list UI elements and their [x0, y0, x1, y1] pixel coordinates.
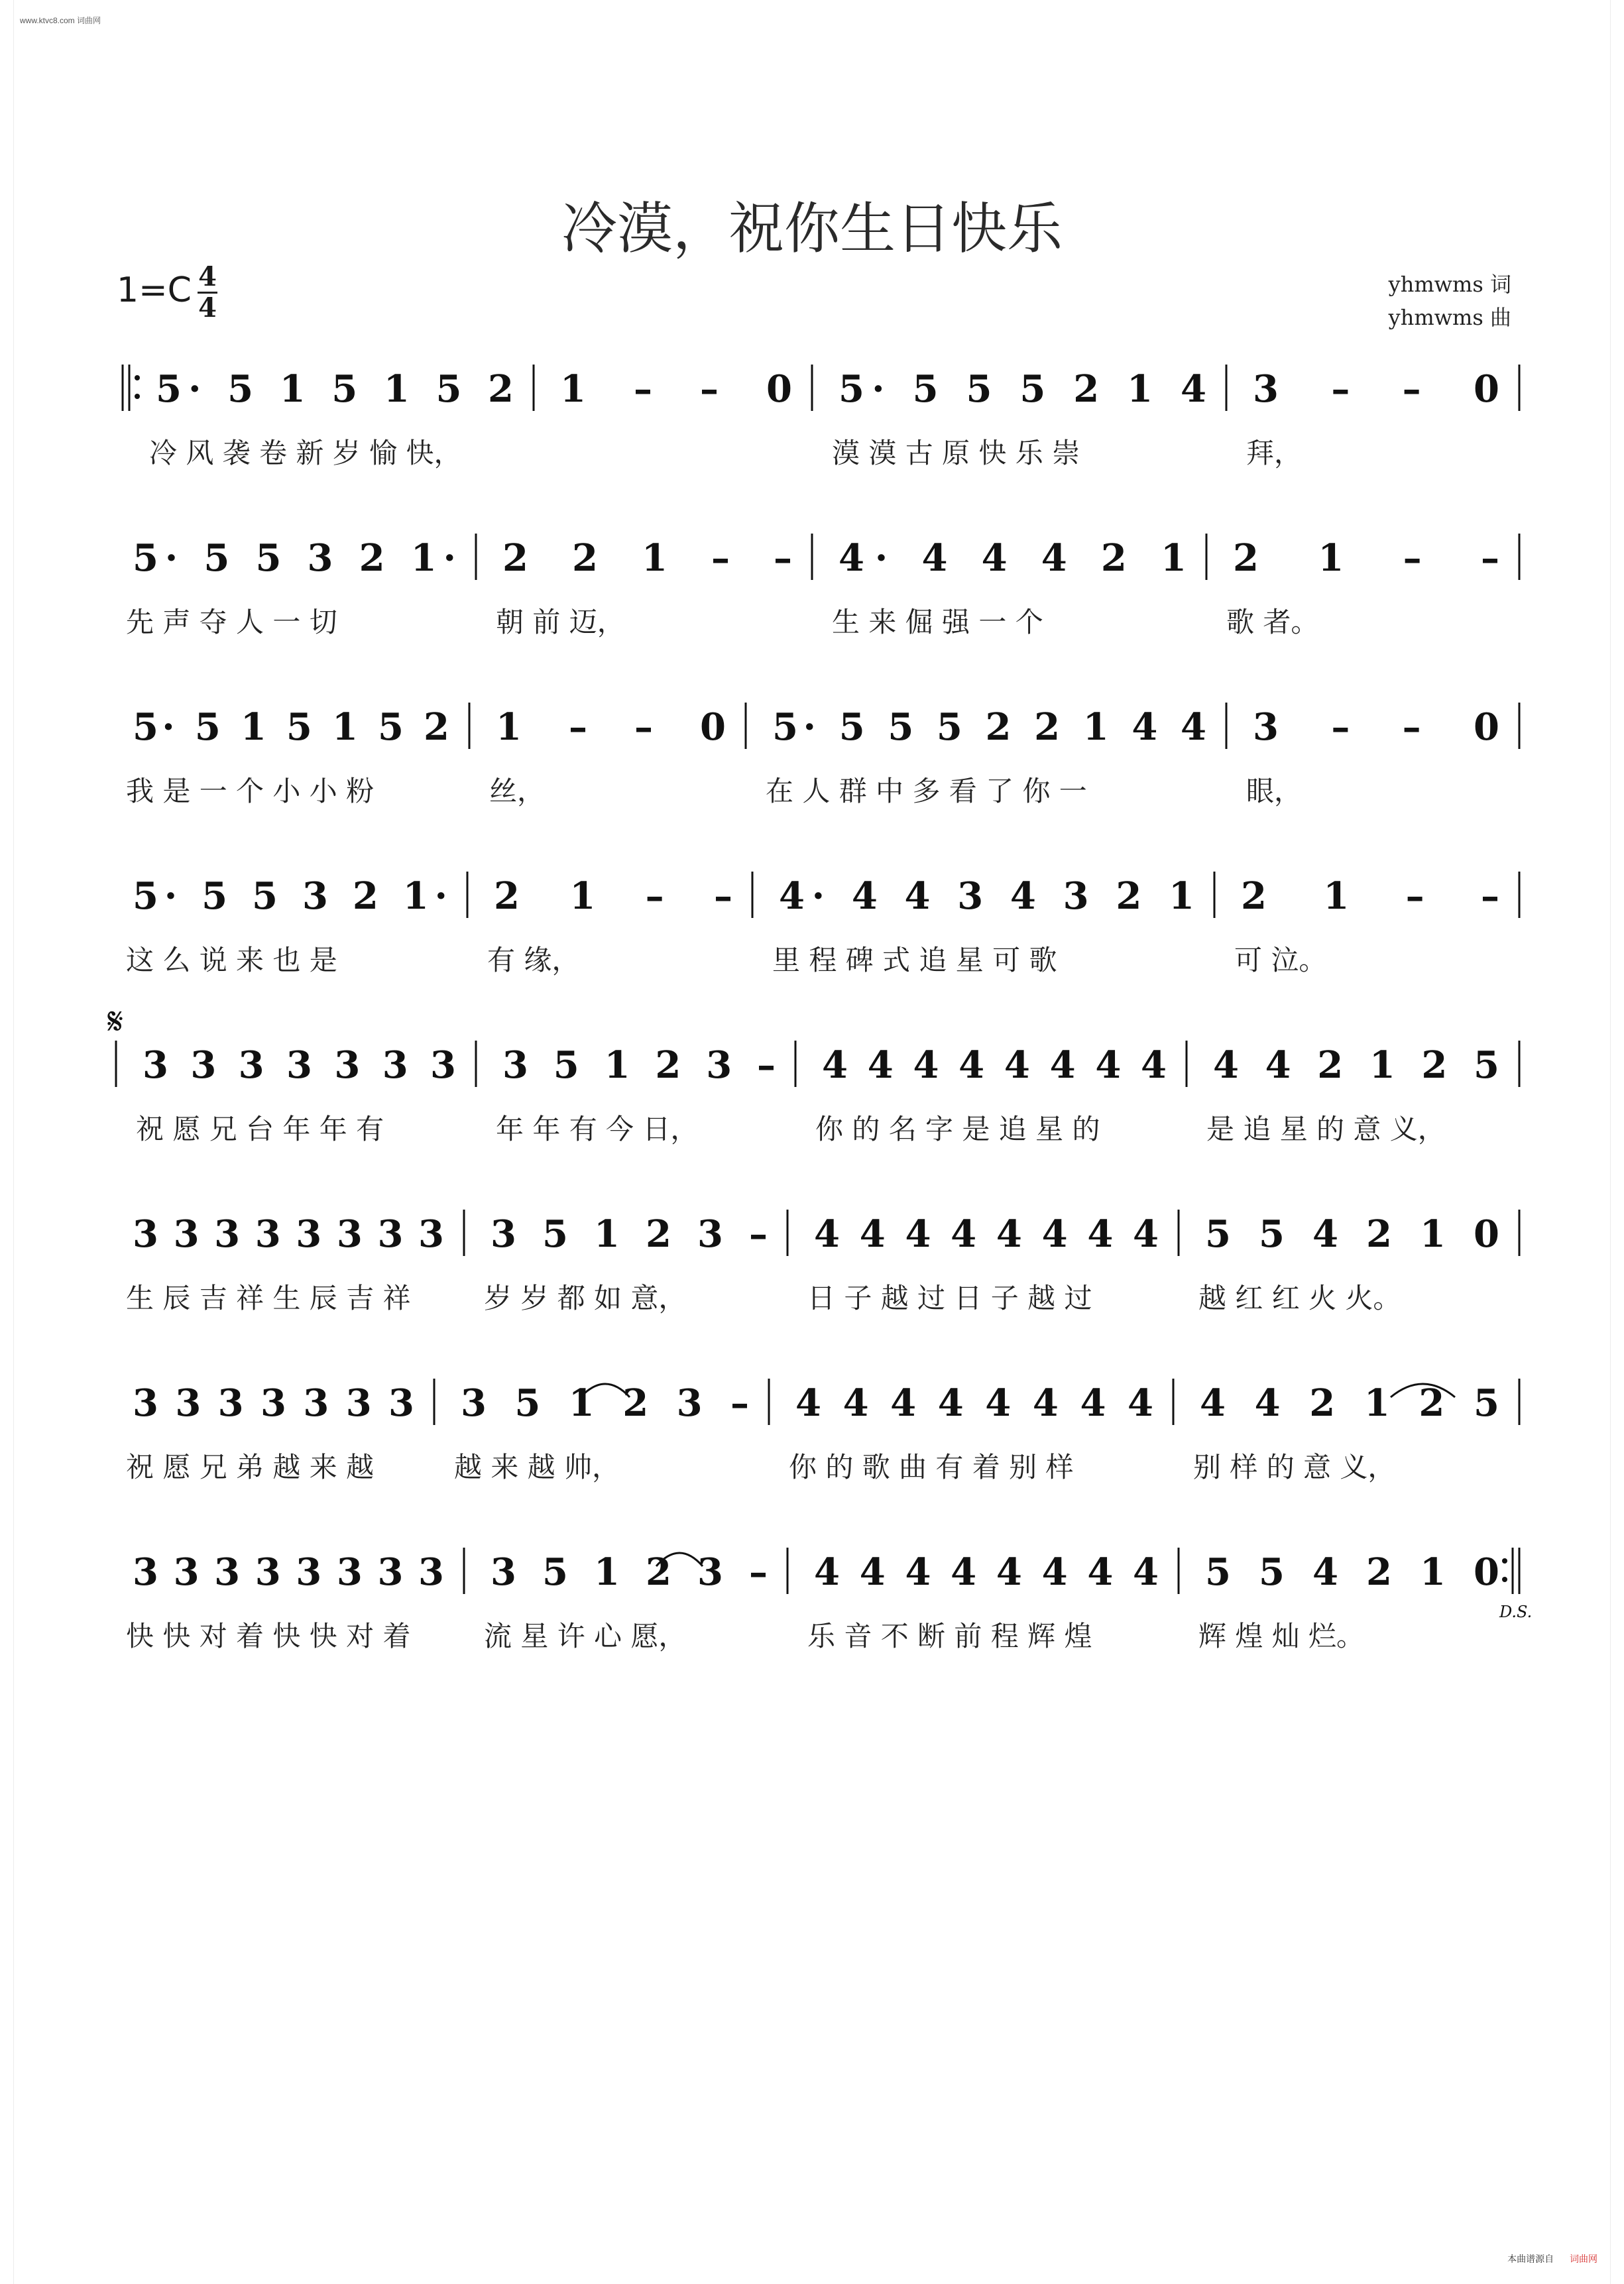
- measure-notes: 3 – – 0: [1253, 367, 1499, 411]
- measure-lyrics: 别 样 的 意 义，: [1193, 1451, 1396, 1483]
- measure: [766, 705, 1206, 807]
- measure-lyrics: 流 星 许 心 愿，: [484, 1620, 687, 1652]
- measure-lyrics: 漠 漠 古 原 快 乐 崇: [832, 437, 1080, 469]
- measure: [484, 1212, 768, 1314]
- measure: [807, 1212, 1159, 1314]
- measure-lyrics: 在 人 群 中 多 看 了 你 一: [766, 775, 1087, 807]
- measure-notes: 4 4 4 4 4 4 4 4: [795, 1381, 1153, 1425]
- measure-notes: 2 1 – –: [1233, 536, 1499, 580]
- measure-notes: 3 5 1 2 3 –: [502, 1043, 776, 1087]
- measure-lyrics: 是 追 星 的 意 义，: [1206, 1113, 1446, 1145]
- song-title: 冷漠，祝你生日快乐: [561, 196, 1063, 261]
- measure-notes: 5 5 4 2 1 0: [1205, 1550, 1499, 1594]
- measure: [484, 1550, 768, 1652]
- footer-brand: 词曲网: [1570, 2254, 1597, 2264]
- lyricist-credit: yhmwms 词: [1388, 272, 1511, 297]
- measure-notes: 4· 4 4 4 2 1: [839, 536, 1187, 580]
- ds-mark: D.S.: [1499, 1603, 1533, 1621]
- measure-lyrics: 越 来 越 帅，: [454, 1451, 620, 1483]
- measure-notes: 5· 5 5 3 2 1·: [133, 874, 447, 918]
- measure-notes: 3 3 3 3 3 3 3 3: [133, 1550, 444, 1594]
- measure: [149, 367, 514, 469]
- measure-lyrics: 你 的 名 字 是 追 星 的: [815, 1113, 1100, 1145]
- measure-lyrics: 朝 前 迈，: [496, 606, 625, 638]
- measure-notes: 4 4 4 4 4 4 4 4: [814, 1212, 1159, 1256]
- measure-notes: 5· 5 1 5 1 5 2: [156, 367, 514, 411]
- measure-lyrics: 生 来 倔 强 一 个: [832, 606, 1043, 638]
- measure-notes: 4 4 2 1 2 5: [1200, 1381, 1499, 1425]
- measure-notes: 5· 5 5 5 2 1 4: [839, 367, 1206, 411]
- repeat-dot: [1502, 1558, 1507, 1564]
- measure: [136, 1043, 456, 1145]
- measure-lyrics: 这 么 说 来 也 是: [126, 944, 337, 976]
- measure-lyrics: 冷 风 袭 卷 新 岁 愉 快，: [149, 437, 462, 469]
- measure-lyrics: 里 程 碑 式 追 星 可 歌: [772, 944, 1057, 976]
- measure-lyrics: 祝 愿 兄 台 年 年 有: [136, 1113, 384, 1145]
- measure: [815, 1043, 1167, 1145]
- measure: [1206, 1043, 1499, 1145]
- key-signature: 1=C: [117, 270, 192, 310]
- measure-lyrics: 有 缘，: [487, 944, 580, 976]
- measure: [1198, 1550, 1499, 1652]
- measure-notes: 3 5 1 2 3 –: [461, 1381, 749, 1425]
- measure-lyrics: 岁 岁 都 如 意，: [484, 1282, 687, 1314]
- measure-lyrics: 拜，: [1246, 437, 1303, 469]
- measure-lyrics: 越 红 红 火 火。: [1198, 1282, 1401, 1314]
- measure: [560, 367, 792, 411]
- measure-notes: 2 1 – –: [1241, 874, 1499, 918]
- measure-notes: 2 2 1 – –: [502, 536, 792, 580]
- measure-lyrics: 先 声 夺 人 一 切: [126, 606, 337, 638]
- measure-lyrics: 年 年 有 今 日，: [496, 1113, 699, 1145]
- measure: [126, 536, 456, 638]
- measure-lyrics: 丝，: [489, 775, 546, 807]
- measure: [832, 536, 1187, 638]
- measure: [1246, 367, 1499, 469]
- measure-lyrics: 我 是 一 个 小 小 粉: [126, 775, 375, 807]
- measure-lyrics: 辉 煌 灿 烂。: [1198, 1620, 1365, 1652]
- measure-notes: 5· 5 5 3 2 1·: [133, 536, 456, 580]
- footer: [1507, 2252, 1597, 2265]
- measure-notes: 1 – – 0: [496, 705, 726, 749]
- measure: [126, 1381, 414, 1483]
- measure: [1234, 874, 1499, 976]
- measure: [1226, 536, 1499, 638]
- measure-notes: 4 4 4 4 4 4 4 4: [822, 1043, 1167, 1087]
- repeat-dot: [135, 394, 140, 399]
- measure: [789, 1381, 1153, 1483]
- measure: [126, 1212, 444, 1314]
- measure: [489, 705, 726, 807]
- measure: [126, 705, 449, 807]
- measure: [807, 1550, 1159, 1652]
- measure-notes: 3 – – 0: [1253, 705, 1499, 749]
- time-signature-bottom: 4: [198, 292, 217, 323]
- measure: [487, 874, 732, 976]
- measure-notes: 3 5 1 2 3 –: [491, 1212, 768, 1256]
- measure-notes: 5 5 4 2 1 0: [1205, 1212, 1499, 1256]
- composer-credit: yhmwms 曲: [1388, 305, 1511, 330]
- time-signature-top: 4: [198, 261, 217, 292]
- measure: [772, 874, 1194, 976]
- measure-notes: 4 4 2 1 2 5: [1213, 1043, 1499, 1087]
- measure-lyrics: 歌 者。: [1226, 606, 1319, 638]
- measure-notes: 3 3 3 3 3 3 3: [133, 1381, 414, 1425]
- measure-notes: 3 3 3 3 3 3 3 3: [133, 1212, 444, 1256]
- site-header: www.ktvc8.com 词曲网: [20, 16, 101, 25]
- measure-notes: 3 3 3 3 3 3 3: [143, 1043, 456, 1087]
- measure: [126, 874, 447, 976]
- footer-source: 本曲谱源自: [1507, 2254, 1554, 2264]
- measure-notes: 4 4 4 4 4 4 4 4: [814, 1550, 1159, 1594]
- measure-lyrics: 快 快 对 着 快 快 对 着: [126, 1620, 411, 1652]
- measure: [496, 536, 792, 638]
- measure: [1198, 1212, 1499, 1314]
- measure-notes: 5· 5 5 5 2 2 1 4 4: [772, 705, 1206, 749]
- measure-lyrics: 乐 音 不 断 前 程 辉 煌: [807, 1620, 1092, 1652]
- repeat-dot: [135, 375, 140, 380]
- measure-lyrics: 生 辰 吉 祥 生 辰 吉 祥: [126, 1282, 411, 1314]
- measure: [126, 1550, 444, 1652]
- measure: [1246, 705, 1499, 807]
- measure-notes: 3 5 1 2 3 –: [491, 1550, 768, 1594]
- repeat-dot: [1502, 1577, 1507, 1582]
- measure-lyrics: 眼，: [1246, 775, 1303, 807]
- measure: [832, 367, 1206, 469]
- measure-notes: 4· 4 4 3 4 3 2 1: [779, 874, 1194, 918]
- measure-lyrics: 你 的 歌 曲 有 着 别 样: [789, 1451, 1074, 1483]
- measure-notes: 1 – – 0: [560, 367, 792, 411]
- measure-notes: 5· 5 1 5 1 5 2: [133, 705, 449, 749]
- measure: [496, 1043, 776, 1145]
- segno-sign: 𝄋: [107, 1000, 124, 1043]
- measure-lyrics: 祝 愿 兄 弟 越 来 越: [126, 1451, 375, 1483]
- measure-notes: 2 1 – –: [494, 874, 732, 918]
- measure: [454, 1381, 749, 1483]
- measure-lyrics: 日 子 越 过 日 子 越 过: [807, 1282, 1092, 1314]
- measure-lyrics: 可 泣。: [1234, 944, 1327, 976]
